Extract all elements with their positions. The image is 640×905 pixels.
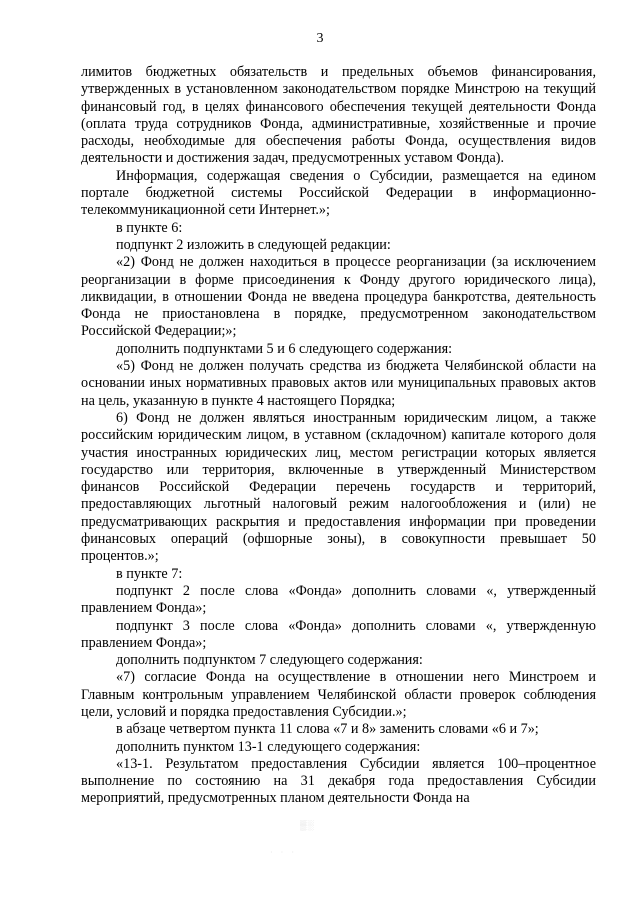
- paragraph: Информация, содержащая сведения о Субсидии, размещается на едином портале бюджетной системы Российской Федерации в информационно-телекоммуникационной сети Интернет.»;: [81, 167, 596, 219]
- paragraph: «5) Фонд не должен получать средства из бюджета Челябинской области на основании иных нормативных правовых актов или муниципальных правовых актов на цель, указанную в пункте 4 настоящего Порядка;: [81, 358, 596, 409]
- paragraph: подпункт 2 изложить в следующей редакции:: [116, 236, 391, 253]
- paragraph: «2) Фонд не должен находиться в процессе реорганизации (за исключением реорганизации в форме присоединения к Фонду другого юридического лица), ликвидации, в отношении Фонда не введена процедура банкротства, деятельность Фонда не приостановлена в порядке, предусмотренном законодательством Российской Федерации;»;: [81, 254, 596, 340]
- paragraph: подпункт 2 после слова «Фонда» дополнить словами «, утвержденный правлением Фонда»;: [81, 582, 596, 617]
- paragraph: дополнить подпунктами 5 и 6 следующего содержания:: [116, 340, 453, 357]
- paragraph: «7) согласие Фонда на осуществление в отношении него Минстроем и Главным контрольным управлением Челябинской области проверок соблюдения цели, условий и порядка предоставления Субсидии.»;: [81, 669, 596, 720]
- paragraph: подпункт 3 после слова «Фонда» дополнить словами «, утвержденную правлением Фонда»;: [81, 617, 596, 651]
- paragraph: дополнить пунктом 13-1 следующего содержания:: [116, 738, 421, 755]
- faint-stamp-mark: ▒░: [300, 820, 315, 830]
- paragraph: в пункте 6:: [116, 219, 183, 236]
- paragraph: «13-1. Результатом предоставления Субсидии является 100–процентное выполнение по состоянию на 31 декабря года предоставления Субсидии мероприятий, предусмотренных планом деятельности Фонда на: [81, 755, 596, 807]
- paragraph: 6) Фонд не должен являться иностранным юридическим лицом, а также российским юридическим лицом, в уставном (складочном) капитале которого доля участия иностранных юридических лиц, местом регистрации которых является государство или территория, включенные в утвержденный Министерством финансов Российской Федерации перечень государств и территорий, предоставляющих льготный налоговый режим налогообложения и (или) не предусматривающих раскрытия и предоставления информации при проведении финансовых операций (офшорные зоны), в совокупности превышает 50 процентов.»;: [81, 409, 596, 565]
- paragraph: лимитов бюджетных обязательств и предельных объемов финансирования, утвержденных в установленном законодательством порядке Минстрою на текущий финансовый год, в целях финансового обеспечения текущей деятельности Фонда (оплата труда сотрудников Фонда, административные, хозяйственные и прочие расходы, необходимые для обеспечения работы Фонда, осуществления видов деятельности и достижения задач, предусмотренных уставом Фонда).: [81, 64, 596, 167]
- faint-scan-artifact: · · ·: [270, 848, 297, 857]
- document-body: [81, 64, 596, 808]
- paragraph: дополнить подпунктом 7 следующего содержания:: [116, 652, 423, 669]
- paragraph: в абзаце четвертом пункта 11 слова «7 и 8» заменить словами «6 и 7»;: [116, 721, 539, 738]
- page-number: 3: [316, 31, 324, 46]
- paragraph: в пункте 7:: [116, 565, 183, 582]
